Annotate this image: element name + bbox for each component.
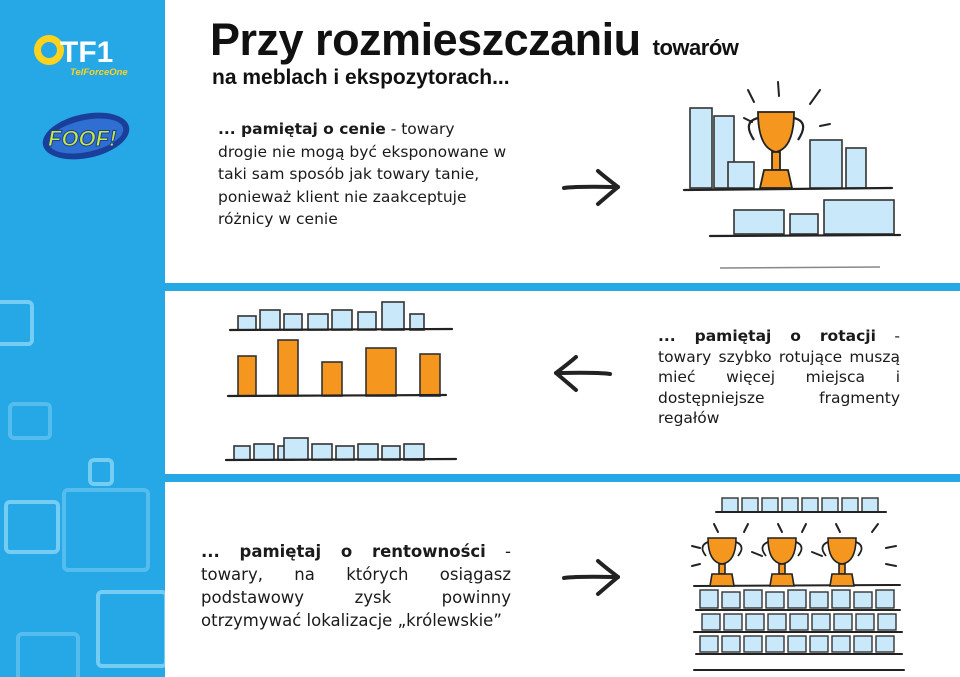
page-subtitle: na meblach i ekspozytorach... <box>212 66 510 89</box>
section-price-text <box>218 118 508 231</box>
title-main: Przy rozmieszczaniu <box>210 14 641 65</box>
decor-square <box>16 632 80 677</box>
foof-logo <box>36 108 134 162</box>
tf1-logo-subtext: TelForceOne <box>70 67 128 78</box>
left-arrow <box>550 352 614 394</box>
section-price-body: - towary drogie nie mogą być eksponowane w taki sam sposób jak towary tanie, ponieważ klient nie zaakceptuje różnicy w cenie <box>218 120 507 228</box>
three-trophies-icon <box>686 494 912 674</box>
section-divider <box>165 474 960 482</box>
title-main-small: towarów <box>652 35 739 60</box>
right-arrow-1 <box>560 166 624 208</box>
section-profit-lead: ... pamiętaj o rentowności <box>201 542 486 561</box>
right-arrow-3 <box>560 556 624 598</box>
page-title <box>210 14 738 66</box>
section-rotation-body: - towary szybko rotujące muszą mieć więcej miejsca i dostępniejsze fragmenty regałów <box>658 327 900 427</box>
section-divider <box>165 283 960 291</box>
decor-square <box>62 488 150 572</box>
decor-square <box>8 402 52 440</box>
sidebar-decoration <box>0 0 165 677</box>
trophy-shelf-icon <box>680 78 910 276</box>
section-rotation-lead: ... pamiętaj o rotacji <box>658 327 876 345</box>
trophy-icon <box>749 112 803 188</box>
decor-square <box>0 300 34 346</box>
foof-logo-text: FOOF! <box>48 126 117 151</box>
section-profit-text <box>201 540 511 632</box>
section-profit-body: - towary, na których osiągasz podstawowy zysk powinny otrzymywać lokalizacje „królewskie” <box>201 542 511 630</box>
tf1-logo <box>30 30 150 80</box>
decor-square <box>88 458 114 486</box>
section-price-lead: ... pamiętaj o cenie <box>218 120 386 138</box>
tf1-logo-text: TF1 <box>60 36 114 69</box>
shelves-orange-icon <box>220 296 465 468</box>
section-rotation-text <box>658 326 900 429</box>
decor-square <box>96 590 165 668</box>
decor-square <box>4 500 60 554</box>
